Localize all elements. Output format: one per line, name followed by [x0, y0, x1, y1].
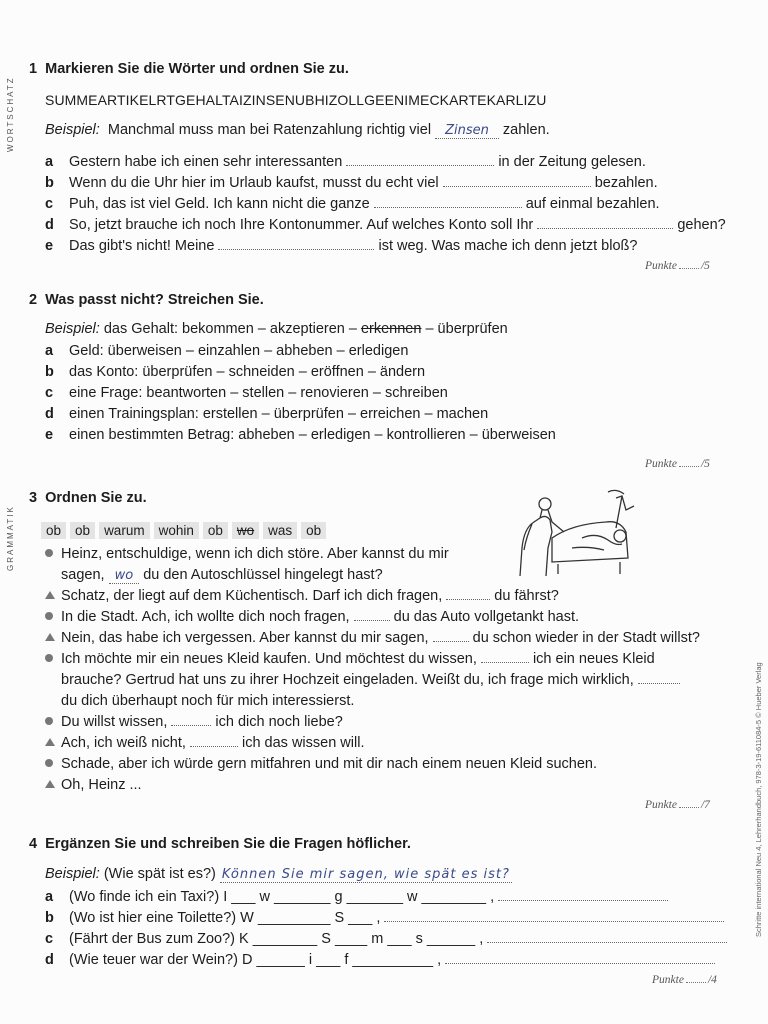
struck-word: erkennen [360, 321, 422, 337]
triangle-bullet-icon [45, 591, 55, 599]
example-line [45, 866, 512, 882]
exercise-number: 2 [29, 292, 38, 308]
dialog-text: du dich überhaupt noch für mich interessierst. [61, 693, 355, 709]
points-blank[interactable] [679, 466, 699, 467]
points-max: /4 [707, 974, 717, 986]
dialog-text: Schade, aber ich würde gern mitfahren und mit dir nach einem neuen Kleid suchen. [61, 756, 598, 772]
answer-blank[interactable] [384, 911, 724, 922]
dialog-text: Ich möchte mir ein neues Kleid kaufen. Und möchtest du wissen, [61, 651, 477, 667]
answer-blank[interactable] [481, 652, 529, 663]
item-text-end: bezahlen. [594, 175, 658, 191]
item-text: Puh, das ist viel Geld. Ich kann nicht die ganze [69, 196, 370, 212]
word-bank [41, 522, 330, 539]
exercise-4-heading [29, 836, 411, 852]
item-label: c [45, 931, 54, 947]
triangle-bullet-icon [45, 780, 55, 788]
dialog-line [45, 777, 142, 793]
item-hint: D ______ i ___ f __________ , [241, 952, 442, 968]
dialog-text: brauche? Gertrud hat uns zu ihrer Hochzeit eingeladen. Weißt du, ich frage mich wirklich, [61, 672, 634, 688]
dialog-text: du schon wieder in der Stadt willst? [472, 630, 700, 646]
points-label: Punkte [645, 260, 677, 272]
dialog-line [45, 630, 700, 646]
example-line [45, 321, 508, 337]
item-label: e [45, 427, 54, 443]
example-text: das Gehalt: bekommen – akzeptieren – [103, 321, 357, 337]
item-label: e [45, 238, 54, 254]
item-label: a [45, 889, 54, 905]
item-hint: K ________ S ____ m ___ s ______ , [239, 931, 484, 947]
dialog-line [45, 546, 449, 562]
dialog-text: ich ein neues Kleid [532, 651, 655, 667]
dialog-text: In die Stadt. Ach, ich wollte dich noch fragen, [61, 609, 350, 625]
list-item[interactable] [45, 406, 488, 422]
item-text: einen bestimmten Betrag: abheben – erledigen – kontrollieren – überweisen [69, 427, 556, 443]
list-item [45, 910, 724, 926]
dialog-line [61, 567, 383, 583]
exercise-number: 4 [29, 836, 38, 852]
answer-blank[interactable] [498, 890, 668, 901]
dialog-line [45, 735, 364, 751]
dialog-text: ich dich noch liebe? [215, 714, 343, 730]
list-item [45, 175, 658, 191]
item-label: a [45, 343, 54, 359]
exercise-title: Markieren Sie die Wörter und ordnen Sie zu. [45, 61, 349, 77]
answer-blank[interactable] [443, 176, 591, 187]
answer-blank[interactable] [638, 673, 680, 684]
points-max: /5 [700, 260, 710, 272]
exercise-3-heading [29, 490, 147, 506]
dialog-text: Du willst wissen, [61, 714, 168, 730]
circle-bullet-icon [45, 759, 53, 767]
item-question: (Wo ist hier eine Toilette?) [69, 910, 237, 926]
word-chip: warum [99, 522, 150, 539]
item-question: (Wo finde ich ein Taxi?) [69, 889, 220, 905]
triangle-bullet-icon [45, 738, 55, 746]
item-text: Wenn du die Uhr hier im Urlaub kaufst, musst du echt viel [69, 175, 439, 191]
circle-bullet-icon [45, 549, 53, 557]
answer-blank[interactable] [374, 197, 522, 208]
exercise-title: Ergänzen Sie und schreiben Sie die Fragen höflicher. [45, 836, 411, 852]
example-answer: Zinsen [435, 123, 499, 139]
answer-blank[interactable] [171, 715, 211, 726]
word-chip: ob [301, 522, 326, 539]
copyright-note: Schritte international Neu 4, Lehrerhandbuch, 978-3-19-611084-5 © Hueber Verlag [754, 662, 763, 937]
dialog-text: du fährst? [494, 588, 559, 604]
answer-blank[interactable] [190, 736, 238, 747]
list-item [45, 889, 668, 905]
list-item[interactable] [45, 427, 556, 443]
dialog-text: Schatz, der liegt auf dem Küchentisch. Darf ich dich fragen, [61, 588, 443, 604]
dialog-text: sagen, [61, 567, 105, 583]
dialog-line [61, 672, 680, 688]
points-max: /7 [700, 799, 710, 811]
circle-bullet-icon [45, 717, 53, 725]
list-item[interactable] [45, 385, 448, 401]
word-chip: ob [203, 522, 228, 539]
side-label-wortschatz: WORTSCHATZ [6, 76, 15, 152]
dialog-line [45, 651, 655, 667]
answer-blank[interactable] [487, 932, 727, 943]
item-label: b [45, 364, 54, 380]
answer-blank[interactable] [346, 155, 494, 166]
answer-blank[interactable] [446, 589, 490, 600]
example-label: Beispiel: [45, 122, 100, 138]
item-question: (Wie teuer war der Wein?) [69, 952, 238, 968]
item-text-end: ist weg. Was mache ich denn jetzt bloß? [378, 238, 638, 254]
example-text-end: zahlen. [502, 122, 550, 138]
dialog-line [61, 693, 354, 709]
dialog-text: Heinz, entschuldige, wenn ich dich störe. Aber kannst du mir [61, 546, 449, 562]
example-answer: wo [109, 568, 140, 584]
side-label-grammatik: GRAMMATIK [6, 505, 15, 571]
example-label: Beispiel: [45, 321, 100, 337]
circle-bullet-icon [45, 654, 53, 662]
word-chip-used: wo [232, 522, 259, 539]
item-question: (Fährt der Bus zum Zoo?) [69, 931, 235, 947]
example-answer: Können Sie mir sagen, wie spät es ist? [221, 867, 510, 882]
item-text: So, jetzt brauche ich noch Ihre Kontonummer. Auf welches Konto soll Ihr [69, 217, 534, 233]
item-text-end: gehen? [677, 217, 726, 233]
answer-blank[interactable] [537, 218, 673, 229]
dialog-line [45, 609, 579, 625]
item-label: b [45, 910, 54, 926]
item-label: b [45, 175, 54, 191]
example-line [45, 122, 550, 138]
exercise-number: 3 [29, 490, 38, 506]
item-label: c [45, 385, 54, 401]
item-text: einen Trainingsplan: erstellen – überprüfen – erreichen – machen [69, 406, 489, 422]
item-label: d [45, 217, 54, 233]
points-blank[interactable] [686, 982, 706, 983]
dialog-text: du den Autoschlüssel hingelegt hast? [143, 567, 383, 583]
points-label: Punkte [652, 974, 684, 986]
word-chip: wohin [154, 522, 199, 539]
points-field [645, 260, 710, 272]
item-text: Geld: überweisen – einzahlen – abheben – erledigen [69, 343, 409, 359]
dialog-line [45, 588, 559, 604]
points-field [652, 974, 717, 986]
item-hint: W _________ S ___ , [240, 910, 381, 926]
word-chip: ob [70, 522, 95, 539]
dialog-text: Oh, Heinz ... [61, 777, 142, 793]
list-item [45, 196, 660, 212]
answer-blank[interactable] [433, 631, 469, 642]
exercise-title: Ordnen Sie zu. [45, 490, 147, 506]
points-label: Punkte [645, 458, 677, 470]
example-text-end: – überprüfen [425, 321, 508, 337]
example-label: Beispiel: [45, 866, 100, 882]
dialog-text: Ach, ich weiß nicht, [61, 735, 186, 751]
points-max: /5 [700, 458, 710, 470]
dialog-text: ich das wissen will. [241, 735, 365, 751]
dialog-line [45, 714, 343, 730]
item-text: Gestern habe ich einen sehr interessanten [69, 154, 343, 170]
example-question: (Wie spät ist es?) [103, 866, 216, 882]
exercise-1-heading [29, 61, 349, 77]
triangle-bullet-icon [45, 633, 55, 641]
item-text: eine Frage: beantworten – stellen – renovieren – schreiben [69, 385, 448, 401]
dialog-line [45, 756, 597, 772]
item-label: d [45, 952, 54, 968]
list-item [45, 238, 637, 254]
points-blank[interactable] [679, 268, 699, 269]
item-text-end: in der Zeitung gelesen. [498, 154, 646, 170]
dialog-text: Nein, das habe ich vergessen. Aber kannst du mir sagen, [61, 630, 429, 646]
item-label: d [45, 406, 54, 422]
item-label: a [45, 154, 54, 170]
dialog-text: du das Auto vollgetankt hast. [393, 609, 580, 625]
couple-illustration [512, 488, 642, 580]
answer-blank[interactable] [218, 239, 374, 250]
item-hint: I ___ w _______ g _______ w ________ , [223, 889, 495, 905]
example-text: Manchmal muss man bei Ratenzahlung richtig viel [107, 122, 432, 138]
points-field [645, 458, 710, 470]
item-text-end: auf einmal bezahlen. [525, 196, 660, 212]
list-item [45, 154, 646, 170]
letter-grid: SUMMEARTIKELRTGEHALTAIZINSENUBHIZOLLGEENIMECKARTEKARLIZU [45, 92, 547, 108]
exercise-title: Was passt nicht? Streichen Sie. [45, 292, 264, 308]
points-field [645, 799, 710, 811]
word-chip: ob [41, 522, 66, 539]
circle-bullet-icon [45, 612, 53, 620]
list-item [45, 217, 726, 233]
item-label: c [45, 196, 54, 212]
exercise-2-heading [29, 292, 264, 308]
list-item[interactable] [45, 343, 408, 359]
list-item [45, 952, 715, 968]
item-text: Das gibt's nicht! Meine [69, 238, 215, 254]
answer-blank[interactable] [354, 610, 390, 621]
points-blank[interactable] [679, 807, 699, 808]
points-label: Punkte [645, 799, 677, 811]
answer-blank[interactable] [445, 953, 715, 964]
word-chip: was [263, 522, 297, 539]
list-item[interactable] [45, 364, 425, 380]
exercise-number: 1 [29, 61, 38, 77]
item-text: das Konto: überprüfen – schneiden – eröffnen – ändern [69, 364, 426, 380]
list-item [45, 931, 727, 947]
